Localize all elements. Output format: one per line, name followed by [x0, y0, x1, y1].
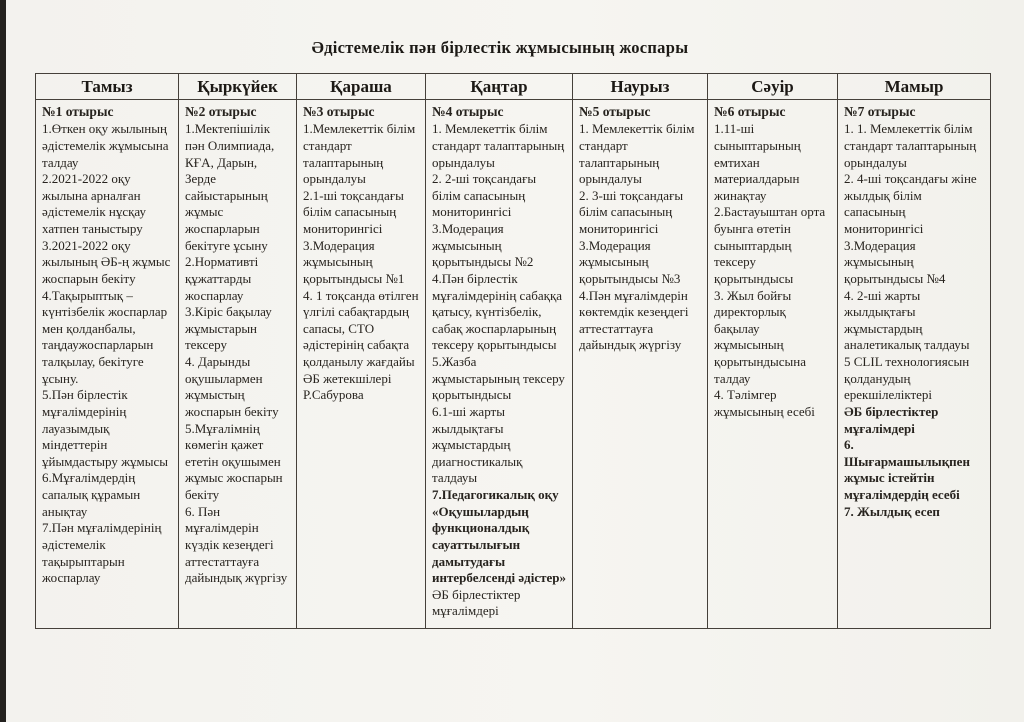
plan-item: Р.Сабурова — [303, 387, 364, 403]
plan-item: ӘБ бірлестіктер мұғалімдері — [432, 586, 521, 619]
cell-august — [36, 100, 179, 629]
plan-item: 4.Тақырыптық – күнтізбелік жоспарлар мен қолданбалы, таңдаужоспарларын талқылау, бекітуге ұсыну. — [42, 287, 168, 386]
plan-item: 6.Мұғалімдердің сапалық құрамын анықтау — [42, 470, 141, 519]
cell-september — [179, 100, 297, 629]
plan-item: 5.Мұғалімнің көмегін қажет ететін оқушымен жұмыс жоспарын бекіту — [185, 420, 283, 503]
plan-item: 1.Мемлекеттік білім стандарт талаптарының орындалуы — [303, 121, 416, 187]
table-header-row — [36, 74, 991, 100]
plan-item: 1. 1. Мемлекеттік білім стандарт талаптарының орындалуы — [844, 121, 977, 170]
cell-april — [708, 100, 838, 629]
table-body-row — [36, 100, 991, 629]
column-header-august: Тамыз — [36, 74, 179, 100]
column-header-september: Қыркүйек — [179, 74, 297, 100]
plan-item: 1.Мектепішілік пән Олимпиада, КҒА, Дарын, Зерде сайыстарының жұмыс жоспарларын бекітуге ұсыну — [185, 121, 275, 253]
plan-item: 4. Дарынды оқушылармен жұмыстың жоспарын бекіту — [185, 354, 279, 419]
document-title: Әдістемелік пән бірлестік жұмысының жоспары — [311, 38, 689, 57]
plan-item: 1. Мемлекеттік білім стандарт талаптарының орындалуы — [432, 121, 565, 170]
plan-item: 1.Өткен оқу жылының әдістемелік жұмысына талдау — [42, 121, 169, 170]
plan-item: 5.Жазба жұмыстарының тексеру қорытындысы — [432, 354, 565, 403]
cell-may — [838, 100, 991, 629]
plan-item: 7.Пән мұғалімдерінің әдістемелік тақырыптарын жоспарлау — [42, 520, 162, 586]
plan-item: 3.Модерация жұмысының қорытындысы №2 — [432, 221, 534, 270]
column-header-march: Наурыз — [573, 74, 708, 100]
plan-item: 6. Пән мұғалімдерін күздік кезеңдегі аттестаттауға дайындық жүргізу — [185, 503, 288, 586]
plan-item: 1. Мемлекеттік білім стандарт талаптарының орындалуы — [579, 121, 695, 187]
meeting-title: №2 отырыс — [185, 104, 257, 119]
plan-item: 2. 2-ші тоқсандағы білім сапасының мониторингісі — [432, 171, 537, 220]
column-header-may: Мамыр — [838, 74, 991, 100]
meeting-title: №5 отырыс — [579, 104, 651, 119]
plan-item: 2.Бастауыштан орта буынга өтетін сыныптардың тексеру қорытындысы — [714, 204, 826, 286]
plan-item: 7.Педагогикалық оқу «Оқушылардың функционалдық сауаттылығын дамытудағы интербелсенді әдістер» — [432, 487, 566, 586]
cell-january — [426, 100, 573, 629]
meeting-title: №7 отырыс — [844, 104, 916, 119]
plan-item: Шығармашылықпен жұмыс істейтін мұғалімдердің есебі — [844, 453, 970, 503]
meeting-title: №3 отырыс — [303, 104, 375, 119]
plan-item: 6.1-ші жарты жылдықтағы жұмыстардың диагностикалық талдауы — [432, 403, 523, 486]
plan-item: 3.Модерация жұмысының қорытындысы №4 — [844, 237, 946, 286]
plan-item: 2.Нормативті құжаттарды жоспарлау — [185, 254, 259, 303]
meeting-title: №6 отырыс — [714, 104, 786, 119]
plan-item: 4. Тәлімгер жұмысының есебі — [714, 387, 815, 419]
plan-item: 3. Жыл бойғы директорлық бақылау жұмысының қорытындысына талдау — [714, 287, 807, 386]
plan-item: 3.2021-2022 оқу жылының ӘБ-ң жұмыс жоспарын бекіту — [42, 237, 171, 286]
plan-item: 4.Пән мұғалімдерін көктемдік кезеңдегі аттестаттауға дайындық жүргізу — [579, 287, 689, 353]
scan-edge-artifact — [0, 0, 6, 722]
cell-november — [297, 100, 426, 629]
plan-item: 5 CLIL технологиясын қолданудың ерекшілеліктері — [844, 354, 970, 403]
column-header-april: Сәуір — [708, 74, 838, 100]
plan-item: 3.Модерация жұмысының қорытындысы №3 — [579, 237, 681, 286]
plan-item: 4. 2-ші жарты жылдықтағы жұмыстардың аналетикалық талдауы — [844, 287, 970, 353]
plan-item: ӘБ бірлестіктер мұғалімдері — [844, 403, 939, 436]
plan-item: 4.Пән бірлестік мұғалімдерінің сабаққа қатысу, күнтізбелік, сабақ жоспарларының тексеру қорытындысы — [432, 270, 563, 353]
column-header-january: Қаңтар — [426, 74, 573, 100]
plan-item: 7. Жылдық есеп — [844, 503, 940, 519]
meeting-title: №1 отырыс — [42, 104, 114, 119]
meeting-title: №4 отырыс — [432, 104, 504, 119]
plan-item: 2. 3-ші тоқсандағы білім сапасының мониторингісі — [579, 187, 684, 237]
plan-item: 5.Пән бірлестік мұғалімдерінің лауазымдық міндеттерін ұйымдастыру жұмысы — [42, 387, 169, 469]
plan-item: 6. — [844, 437, 854, 453]
plan-item: 4. 1 тоқсанда өтілген үлгілі сабақтардың сапасы, СТО әдістерінің сабақта қолданылу жағдайы ӘБ жетекшілері — [303, 287, 419, 386]
plan-item: 3.Модерация жұмысының қорытындысы №1 — [303, 237, 405, 286]
plan-item: 2. 4-ші тоқсандағы жіне жылдық білім сапасының мониторингісі — [844, 171, 977, 237]
plan-item: 1.11-ші сыныптарының емтихан материалдарын жинақтау — [714, 121, 801, 203]
monthly-plan-table — [35, 73, 991, 629]
plan-item: 2.1-ші тоқсандағы білім сапасының мониторингісі — [303, 187, 404, 237]
plan-item: 2.2021-2022 оқу жылына арналған әдістемелік нұсқау хатпен таныстыру — [42, 171, 147, 237]
plan-item: 3.Кіріс бақылау жұмыстарын тексеру — [185, 304, 272, 353]
cell-march — [573, 100, 708, 629]
column-header-november: Қараша — [297, 74, 426, 100]
